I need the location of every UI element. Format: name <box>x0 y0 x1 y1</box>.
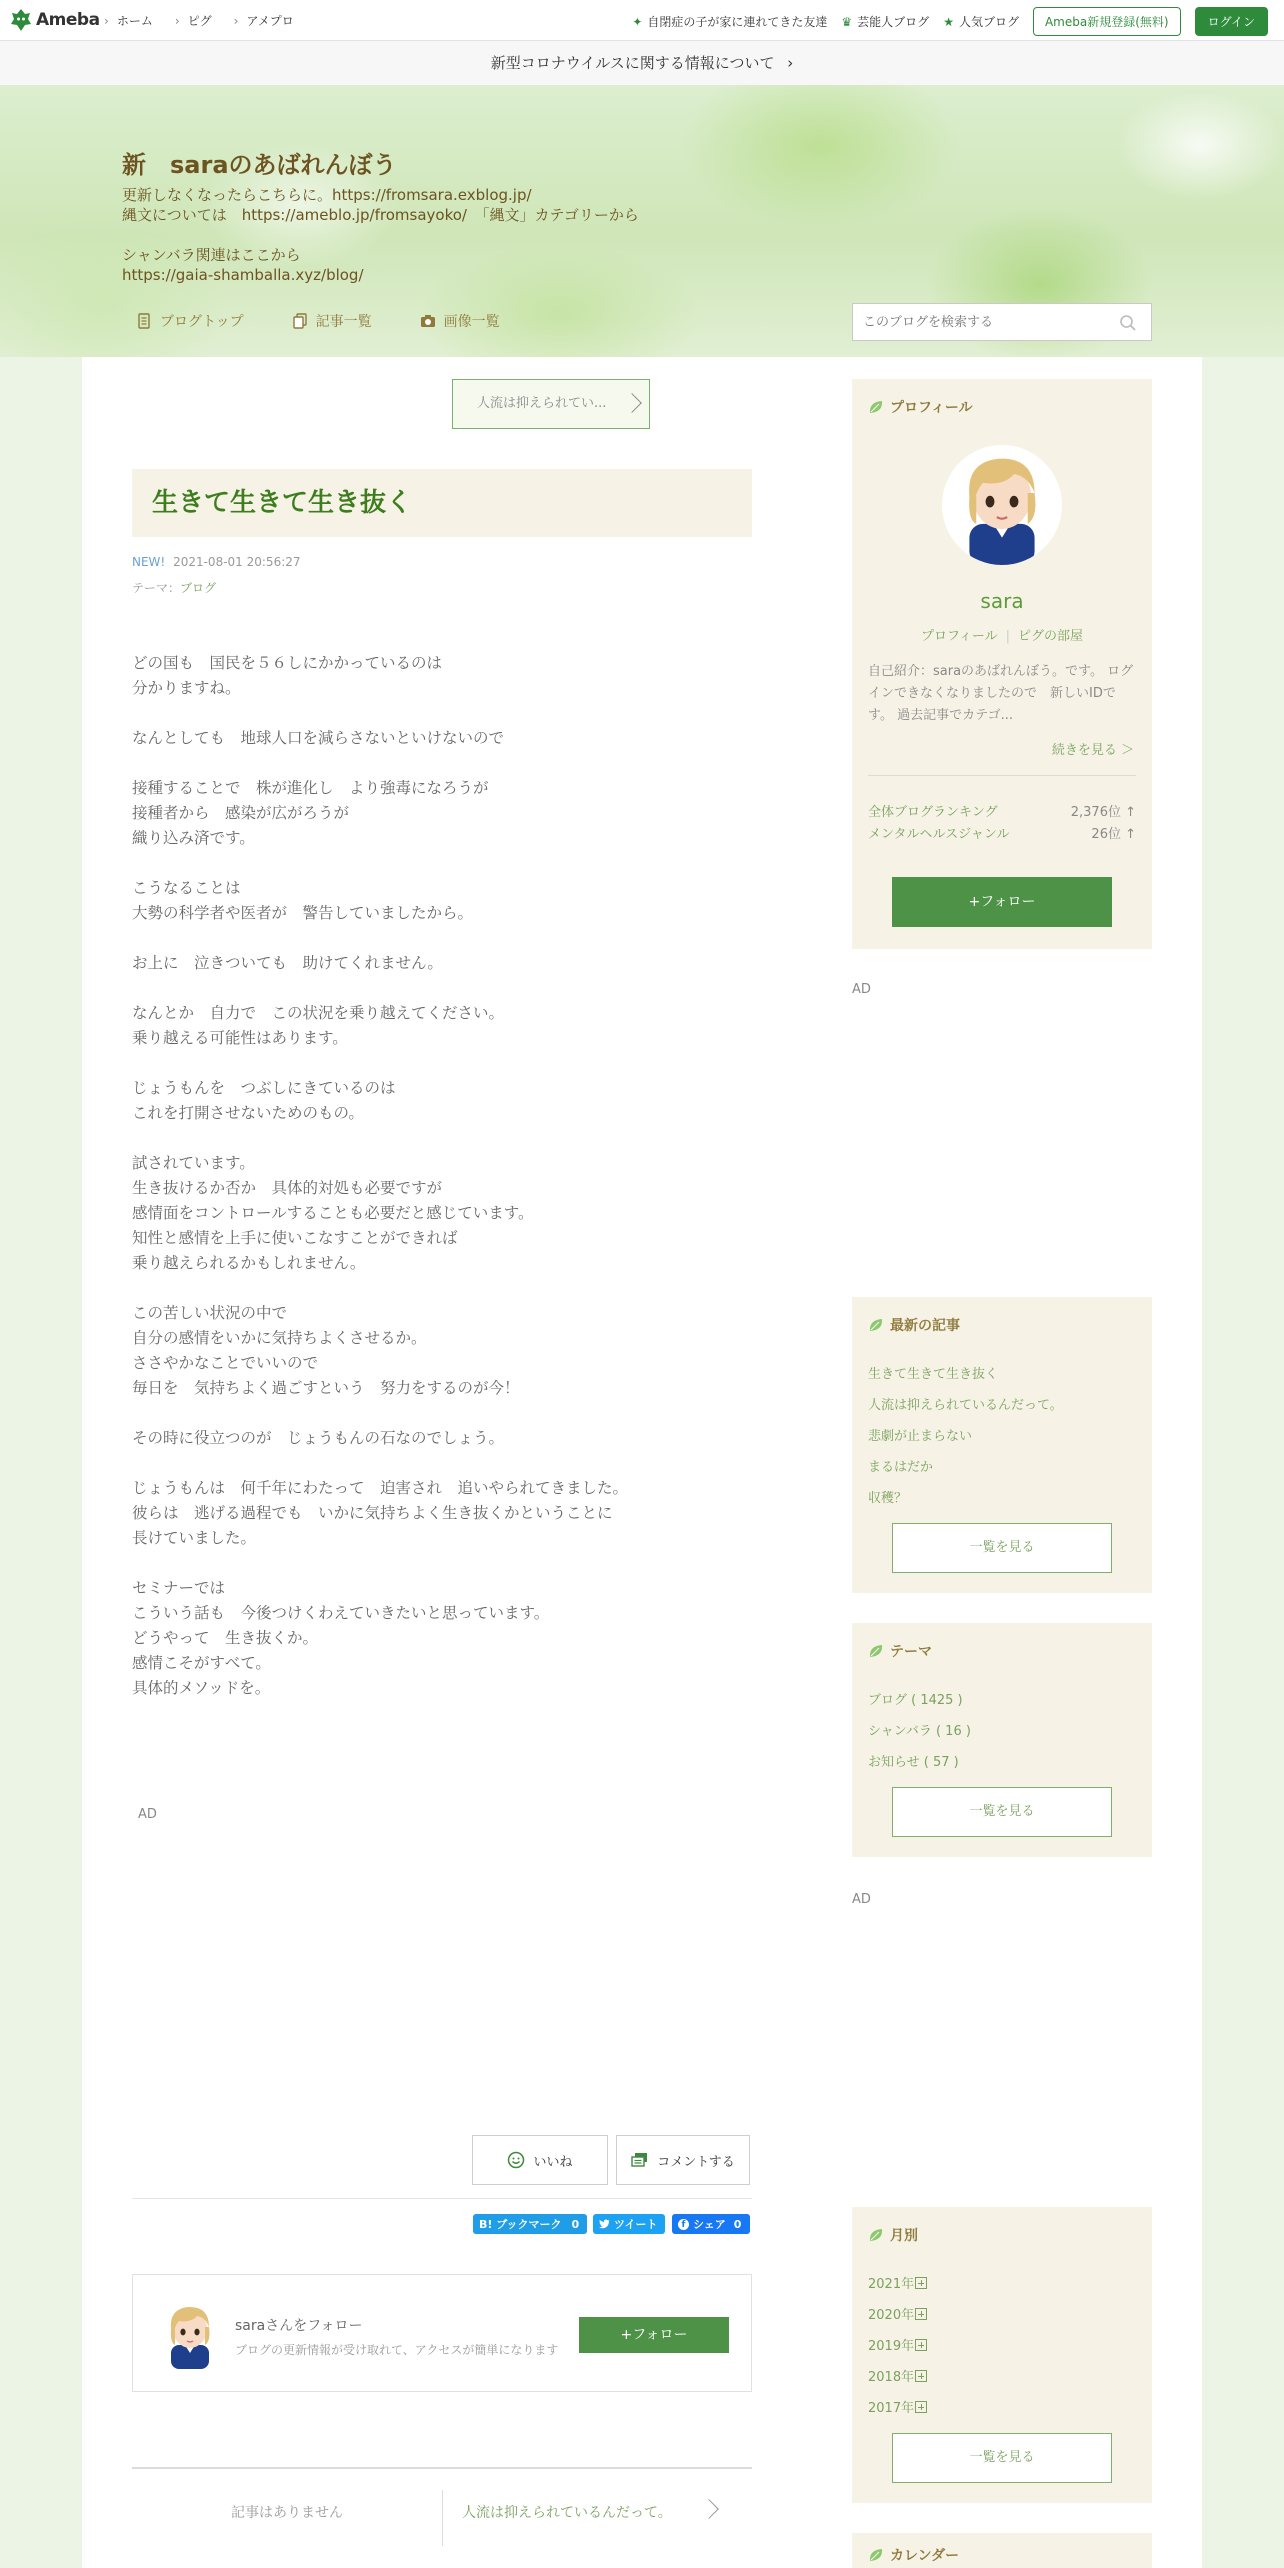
prev-article-label: 人流は抑えられてい... <box>477 396 607 411</box>
year-label: 2017年 <box>868 2401 915 2416</box>
blog-nav <box>136 311 500 331</box>
pager-next-label: 人流は抑えられているんだって。 <box>462 2505 672 2521</box>
article-title-box <box>132 469 752 537</box>
avatar-illustration <box>942 445 1062 565</box>
themes-list <box>868 1685 971 1778</box>
profile-heading-label: プロフィール <box>890 400 973 416</box>
leaf-icon <box>868 2227 884 2243</box>
calendar-heading-label: カレンダー <box>890 2548 960 2564</box>
pickup-label-2: 芸能人ブログ <box>857 15 930 29</box>
follow-card <box>132 2274 752 2392</box>
comment-icon <box>631 2151 649 2169</box>
article-theme <box>132 579 216 596</box>
prev-article-link[interactable] <box>452 379 650 429</box>
nav-home[interactable]: › ホーム <box>104 12 153 29</box>
search-icon[interactable] <box>1119 314 1137 332</box>
hatena-count: 0 <box>571 2217 580 2231</box>
year-label: 2018年 <box>868 2370 915 2385</box>
monthly-heading-label: 月別 <box>890 2228 918 2244</box>
like-label: いいね <box>533 2154 573 2170</box>
pager-divider <box>132 2467 752 2469</box>
link-separator: | <box>1005 629 1011 644</box>
article-title[interactable]: 生きて生きて生き抜く <box>152 488 413 518</box>
pigg-room-link[interactable]: ピグの部屋 <box>1018 629 1084 644</box>
rank-value: 2,376位 ↑ <box>1070 805 1136 820</box>
leaf-icon <box>868 1317 884 1333</box>
year-label: 2021年 <box>868 2277 915 2292</box>
expand-plus-icon[interactable] <box>915 2277 927 2289</box>
calendar-heading <box>868 2545 959 2565</box>
monthly-box <box>852 2207 1152 2503</box>
chevron-right-icon <box>699 2499 719 2519</box>
profile-link[interactable]: プロフィール <box>920 629 998 644</box>
year-label: 2019年 <box>868 2339 915 2354</box>
hatena-bookmark-button[interactable] <box>473 2214 587 2234</box>
star-icon: ★ <box>943 14 954 29</box>
notice-text: 新型コロナウイルスに関する情報について <box>490 54 775 72</box>
latest-articles-box <box>852 1297 1152 1593</box>
profile-links <box>852 625 1152 644</box>
themes-heading-label: テーマ <box>890 1644 932 1660</box>
rank-row-overall[interactable] <box>868 801 1136 820</box>
pickup-link-celebrity[interactable] <box>841 13 929 30</box>
facebook-share-button[interactable] <box>672 2214 750 2234</box>
rank-label: メンタルヘルスジャンル <box>868 827 1010 842</box>
blog-search-input[interactable] <box>853 304 1103 340</box>
rank-label: 全体ブログランキング <box>868 805 998 820</box>
latest-item[interactable]: まるはだか <box>868 1460 934 1475</box>
blog-search <box>852 303 1152 341</box>
theme-label: テーマ： <box>132 581 181 595</box>
sidebar-follow-button[interactable]: +フォロー <box>892 877 1112 927</box>
theme-item[interactable]: お知らせ ( 57 ) <box>868 1755 959 1770</box>
expand-plus-icon[interactable] <box>915 2370 927 2382</box>
calendar-box <box>852 2533 1152 2568</box>
month-item[interactable] <box>868 2393 927 2424</box>
leaf-icon <box>868 2547 884 2563</box>
article-datetime: 2021-08-01 20:56:27 <box>173 555 301 569</box>
ameba-logo-text: Ameba <box>36 10 100 30</box>
ad-label: AD <box>138 1807 157 1822</box>
latest-item[interactable]: 悲劇が止まらない <box>868 1429 973 1444</box>
new-badge: NEW! <box>132 555 166 569</box>
fb-share-label: シェア <box>693 2218 726 2231</box>
pickup-link-popular[interactable] <box>943 13 1019 30</box>
monthly-list <box>868 2269 927 2424</box>
chevron-right-icon <box>622 393 642 413</box>
divider <box>868 775 1136 776</box>
rank-value: 26位 ↑ <box>1091 827 1136 842</box>
profile-heading <box>868 397 973 417</box>
monthly-more-button[interactable]: 一覧を見る <box>892 2433 1112 2483</box>
theme-item[interactable]: ブログ ( 1425 ) <box>868 1693 963 1708</box>
blog-nav-images[interactable] <box>420 311 500 331</box>
latest-item[interactable]: 収穫？ <box>868 1491 908 1506</box>
article-meta <box>132 555 301 569</box>
ameba-logo[interactable] <box>10 8 100 32</box>
divider <box>132 2198 752 2199</box>
smile-icon <box>507 2151 525 2169</box>
twitter-bird-icon <box>599 2219 610 2229</box>
ad-label: AD <box>852 982 871 997</box>
month-item[interactable] <box>868 2300 927 2331</box>
blog-nav-articles-label: 記事一覧 <box>315 314 372 330</box>
facebook-icon: f <box>678 2219 689 2230</box>
theme-item[interactable]: シャンバラ ( 16 ) <box>868 1724 971 1739</box>
like-button[interactable] <box>472 2135 608 2185</box>
article-body: どの国も 国民を５６しにかかっているのは 分かりますね。 なんとしても 地球人口を減らさないといけないので 接種することで 株が進化し より強毒になろうが 接種者から 感染が広がろうが 織り込み済です。 こうなることは 大勢の科学者や医者が 警告していましたから。 お上に 泣きついても 助けてくれません。 なんとか 自力で この状況を乗り越えてください。 乗り越える可能性はあります。 じょうもんを つぶしにきているのは これを打開させないためのもの。 試されています。 生き抜けるか否か 具体的対処も必要ですが 感情面をコントロールすることも必要だと感じています。 知性と感情を上手に使いこなすことができれば 乗り越えられるかもしれません。 この苦しい状況の中で 自分の感情をいかに気持ちよくさせるか。 ささやかなことでいいので 毎日を 気持ちよく過ごすという 努力をするのが今！ その時に役立つのが じょうもんの石なのでしょう。 じょうもんは 何千年にわたって 迫害され 追いやられてきました。 彼らは 逃げる過程でも いかに気持ちよく生き抜くかということに 長けていました。 セミナーでは こういう話も 今後つけくわえていきたいと思っています。 どうやって 生き抜くか。 感情こそがすべて。 具体的メソッドを。 <box>132 654 629 1697</box>
pickup-label-3: 人気ブログ <box>958 15 1019 29</box>
comment-label: コメントする <box>657 2154 735 2170</box>
nav-amepro[interactable]: › アメプロ <box>234 12 294 29</box>
ameba-logo-icon <box>10 8 32 32</box>
latest-more-button[interactable]: 一覧を見る <box>892 1523 1112 1573</box>
blog-nav-images-label: 画像一覧 <box>443 314 500 330</box>
pager-next-link[interactable] <box>462 2502 672 2522</box>
month-item[interactable] <box>868 2362 927 2393</box>
blog-header <box>0 85 1284 357</box>
theme-link[interactable]: ブログ <box>180 581 217 595</box>
camera-icon <box>420 313 436 329</box>
author-avatar[interactable] <box>155 2299 225 2369</box>
blog-nav-articles[interactable] <box>292 311 372 331</box>
document-icon <box>136 313 152 329</box>
latest-heading <box>868 1315 960 1335</box>
expand-plus-icon[interactable] <box>915 2308 927 2320</box>
blog-title[interactable]: 新 saraのあばれんぼう <box>122 151 397 179</box>
follow-card-sub: ブログの更新情報が受け取れて、アクセスが簡単になります <box>235 2343 559 2357</box>
fb-share-count: 0 <box>733 2217 742 2231</box>
login-button[interactable]: ログイン <box>1195 7 1268 36</box>
leaf-icon <box>868 1643 884 1659</box>
blog-description: 更新しなくなったらこちらに。https://fromsara.exblog.jp/ 縄文については https://ameblo.jp/fromsayoko/ 「縄文」カテゴリーから シャンバラ関連はここから https://gaia-shamballa.xyz/blog/ <box>122 186 639 284</box>
comment-button[interactable] <box>616 2135 750 2185</box>
profile-avatar[interactable] <box>942 445 1062 565</box>
leaf-icon <box>868 399 884 415</box>
profile-name[interactable]: sara <box>980 589 1024 613</box>
pager-prev: 記事はありません <box>231 2505 343 2521</box>
latest-item[interactable]: 生きて生きて生き抜く <box>868 1367 999 1382</box>
chevron-right-icon: › <box>787 54 794 72</box>
monthly-heading <box>868 2225 918 2245</box>
blog-nav-top[interactable] <box>136 311 244 331</box>
pager-separator <box>442 2490 443 2546</box>
themes-box <box>852 1623 1152 1857</box>
expand-plus-icon[interactable] <box>915 2339 927 2351</box>
main-container <box>82 357 1202 2568</box>
latest-list <box>868 1359 1063 1514</box>
expand-plus-icon[interactable] <box>915 2401 927 2413</box>
pickup-link-1[interactable] <box>632 13 827 30</box>
avatar-illustration <box>155 2299 225 2369</box>
ad-label: AD <box>852 1892 871 1907</box>
blog-nav-top-label: ブログトップ <box>160 314 244 330</box>
follow-button[interactable]: +フォロー <box>579 2317 729 2353</box>
nav-pigg[interactable]: › ピグ <box>175 12 212 29</box>
covid-notice-link[interactable] <box>0 41 1284 85</box>
themes-more-button[interactable]: 一覧を見る <box>892 1787 1112 1837</box>
themes-heading <box>868 1641 932 1661</box>
month-item[interactable] <box>868 2331 927 2362</box>
follow-card-name: saraさんをフォロー <box>235 2318 363 2334</box>
tweet-label: ツイート <box>614 2218 658 2231</box>
profile-intro: 自己紹介：saraのあばれんぼう。です。 ログインできなくなりましたので 新しいIDです。 過去記事でカテゴ... <box>868 664 1134 723</box>
profile-more-link[interactable]: 続きを見る ＞ <box>1051 743 1134 758</box>
articles-icon <box>292 313 308 329</box>
month-item[interactable] <box>868 2269 927 2300</box>
latest-heading-label: 最新の記事 <box>890 1318 960 1334</box>
latest-item[interactable]: 人流は抑えられているんだって。 <box>868 1398 1063 1413</box>
global-nav <box>104 12 294 29</box>
global-right-nav <box>632 7 1268 36</box>
tweet-button[interactable] <box>593 2214 665 2234</box>
global-header <box>0 0 1284 41</box>
profile-box <box>852 379 1152 949</box>
register-button[interactable]: Ameba新規登録(無料) <box>1033 7 1181 36</box>
sparkle-icon: ✦ <box>632 14 643 29</box>
year-label: 2020年 <box>868 2308 915 2323</box>
hatena-label: B! ブックマーク <box>479 2218 562 2231</box>
crown-icon: ♛ <box>841 14 853 29</box>
rank-row-genre[interactable] <box>868 823 1136 842</box>
pickup-label-1: 自閉症の子が家に連れてきた友達 <box>647 15 828 29</box>
